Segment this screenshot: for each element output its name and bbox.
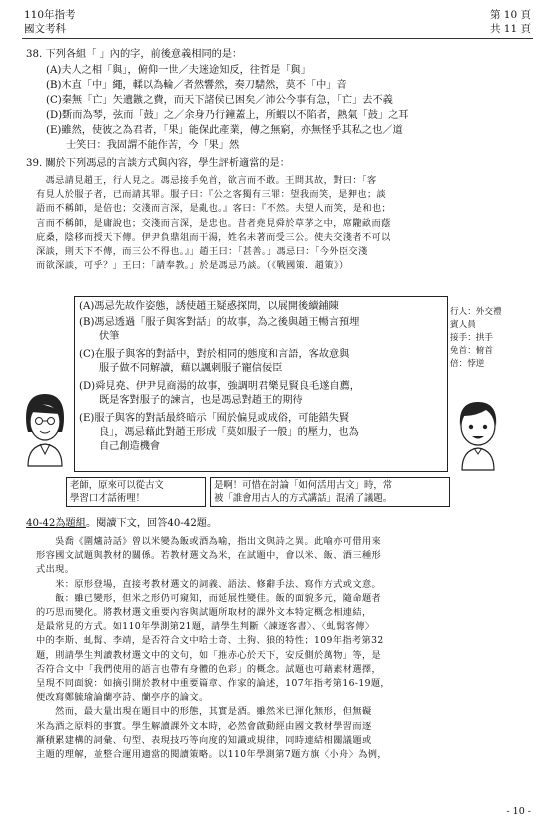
glossary-note [450, 306, 528, 371]
passage-line: 吳喬《圍爐詩話》曾以米變為飯或酒為喻，指出文與詩之異。此喻亦可借用來 [36, 536, 382, 547]
passage-line: 題，則請學生判讀教材選文中的文句，如「推赤心於天下，安反側於萬物」等，是 [36, 649, 382, 661]
student-line: 被「誰會用古人的方式講話」混淆了議題。 [214, 493, 393, 504]
question-group-range: 40-42為題組 [26, 518, 86, 529]
question-39-option-b-cont: 伏筆 [99, 331, 120, 342]
question-39-options-box [74, 296, 448, 472]
question-group-instruction: 。閱讀下文，回答40-42題。 [85, 518, 218, 529]
passage-line: 馮忌請見趙王，行人見之。馮忌接手免首，欲言而不敢。王問其故，對曰：「客 [36, 175, 377, 186]
passage-line: 語而不稱師，是倍也；交淺而言深，是亂也。』客曰：『不然。夫望人而笑，是和也； [36, 203, 392, 215]
passage-line: 的巧思而變化。將教材選文重要內容與試題所取材的課外文本特定概念相連結， [36, 607, 372, 619]
header-divider [22, 38, 533, 39]
question-39-option-d: (D)舜見堯、伊尹見商湯的故事，強調明君樂見賢良毛遂自薦， [79, 381, 360, 392]
teacher-illustration [18, 388, 72, 468]
question-39-option-a: (A)馮忌先故作姿態，誘使趙王疑惑探問，以展開後續鋪陳 [79, 301, 339, 312]
question-39-option-b: (B)馮忌透過「服子與客對話」的故事，為之後與趙王暢言預埋 [79, 317, 360, 328]
passage-line: 式出現。 [36, 564, 75, 576]
passage-line: 有見人於服子者，已而請其罪。服子曰：『公之客獨有三罪：望我而笑，是狎也；談 [36, 189, 387, 201]
question-39-passage [36, 174, 529, 273]
passage-line: 而欲深談，可乎？」王曰：「請奉教。」於是馮忌乃談。（《戰國策．趙策》） [36, 260, 349, 272]
glossary-line: 行人：外交禮 [450, 307, 502, 317]
glossary-line: 免首：俯首 [450, 346, 493, 356]
passage-line: 米為酒之原料的事實。學生解讀課外文本時，必然會啟動經由國文教材學習而逐 [36, 720, 372, 732]
passage-line: 中的李斯、虬髯、李靖，是否符合文中哈士奇、土狗、狼的特性；109年指考第32 [36, 635, 384, 647]
passage-line: 言而不稱師，是庸說也；交淺而言深，是忠也。昔者堯見舜於草茅之中，席隴畝而蔭 [36, 217, 391, 229]
page-footer: - 10 - [506, 806, 531, 817]
passage-line: 然而，最大量出現在題目中的形態，其實是酒。雖然米已渾化無形，但無礙 [36, 706, 372, 718]
passage-line: 否符合文中「我們使用的語言也帶有身體的色彩」的概念。試題也可藉素材選擇， [36, 663, 382, 675]
passage-line: 漸積累建構的詞彙、句型、表現技巧等向度的知識或規律，同時連結相關議題或 [36, 734, 372, 746]
question-group-passage [36, 535, 529, 762]
question-39-option-e-cont2: 自己創造機會 [99, 441, 161, 452]
page-header-left [24, 8, 76, 36]
question-39-option-e: (E)服子與客的對話最終暗示「囿於偏見或成俗，可能錯失賢 [79, 413, 350, 424]
passage-line: 形容國文試題與教材的關係。若教材選文為米，在試題中，會以米、飯、酒三種形 [36, 550, 382, 562]
question-group-heading [26, 517, 533, 531]
student-speech-bubble [210, 477, 450, 507]
passage-line: 米：原形登場，直接考教材選文的詞義、語法、修辭手法、寫作方式或文意。 [36, 578, 382, 590]
passage-line: 庇桑，陰移而授天下傳。伊尹負鼎俎而干湯，姓名未著而受三公。使夫交淺者不可以 [36, 231, 391, 243]
passage-line: 便改寫鄭毓瑜論蘭亭詩、蘭亭序的論文。 [36, 692, 209, 704]
student-line: 是啊！可惜在討論「如何活用古文」時，常 [214, 480, 393, 491]
glossary-line: 賓人員 [450, 320, 476, 330]
page-number: 第 10 頁 [489, 9, 531, 21]
passage-line: 深談，則天下不傳，而三公不得也。』」趙王曰：「甚善。」馮忌曰：「今外臣交淺 [36, 246, 368, 258]
glossary-line: 接手：拱手 [450, 333, 493, 343]
question-38-option-a: (A)夫人之相「與」，俯仰一世／夫迷途知反，往哲是「與」 [46, 65, 311, 76]
question-38-option-c: (C)秦無「亡」矢遺鏃之費，而天下諸侯已困矣／沛公今事有急，「亡」去不義 [46, 95, 393, 106]
question-39-option-c-cont: 服子做不同解讀，藉以諷刺服子寵信佞臣 [99, 363, 283, 374]
glossary-line: 倍：悖逆 [450, 359, 485, 369]
page-total: 共 11 頁 [489, 23, 531, 35]
page-header-right [490, 8, 531, 36]
subject-name: 國文考科 [24, 23, 66, 35]
teacher-speech-bubble [66, 477, 206, 507]
passage-line: 呈現不同面貌：如摘引開於教材中重要篇章、作家的論述，107年指考第16-19題， [36, 678, 391, 690]
question-38-stem: 38. 下列各組「 」內的字，前後意義相同的是： [26, 49, 243, 60]
passage-line: 飯：雖已變形，但米之形仍可窺知，而延展性變佳。飯的面貌多元，隨命題者 [36, 592, 382, 604]
question-38-option-e: (E)雖然，使彼之為君者，「果」能保此產業，傳之無窮，亦無怪乎其私之也／道 [46, 125, 403, 136]
student-illustration [450, 392, 506, 472]
teacher-line: 學習口才話術哩！ [70, 493, 146, 504]
question-39-option-e-cont: 良」，馮忌藉此對趙王形成「莫如服子一般」的壓力，也為 [99, 427, 359, 438]
question-38-option-d: (D)斲而為琴，弦而「鼓」之／余身乃行鐘蓋上，所蝦以不陷者，熱氣「鼓」之耳 [46, 110, 409, 121]
question-38-option-b: (B)木直「中」繩，輮以為輪／者然響然，奏刀騞然，莫不「中」音 [46, 80, 347, 91]
question-38-option-e-cont: 士笑曰：我固謂不能作苦，今「果」然 [66, 140, 240, 151]
exam-name: 110年指考 [24, 9, 76, 21]
question-39-stem: 39. 關於下列馮忌的言談方式與內容，學生評析適當的是： [26, 158, 290, 169]
teacher-line: 老師，原來可以從古文 [70, 480, 164, 491]
question-39-option-d-cont: 既是客對服子的諫言，也是馮忌對趙王的期待 [99, 395, 303, 406]
passage-line: 主題的理解，並整合運用適當的閱讀策略。以110年學測第7題方旗〈小舟〉為例， [36, 749, 387, 761]
question-39-option-c: (C)在服子與客的對話中，對於相同的態度和言語，客故意與 [79, 349, 350, 360]
passage-line: 是最常見的方式。如110年學測第21題，請學生判斷〈諫逐客書〉、〈虬髯客傳〉 [36, 621, 375, 633]
